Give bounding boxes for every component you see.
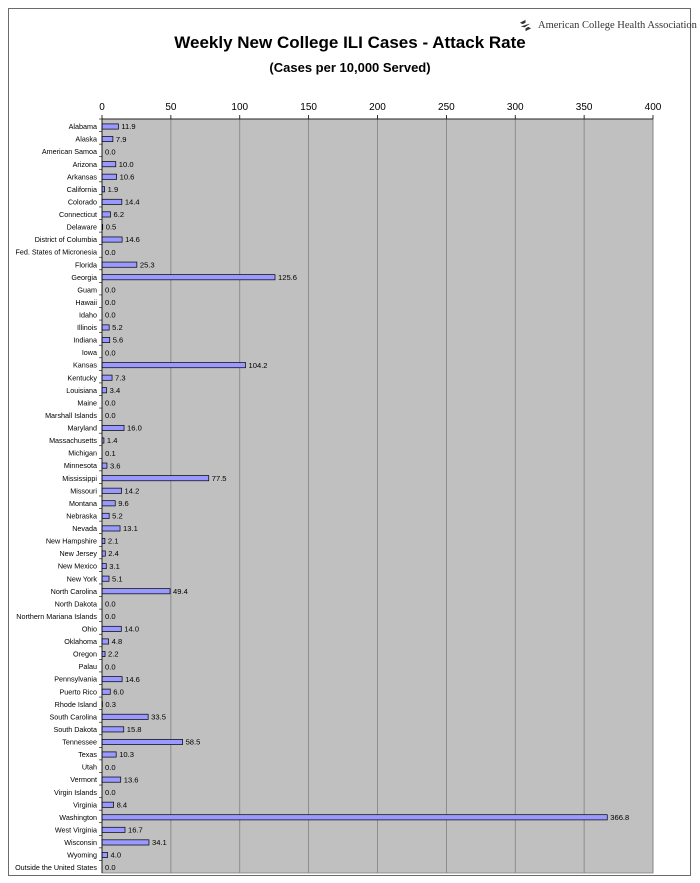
value-label: 0.0	[105, 298, 116, 308]
value-label: 14.4	[124, 197, 140, 207]
value-label: 33.5	[151, 712, 166, 722]
category-label: Missouri	[70, 486, 97, 496]
x-tick-label: 200	[369, 102, 386, 113]
category-label: Arkansas	[67, 172, 97, 182]
value-label: 104.2	[248, 360, 268, 370]
value-label: 13.6	[123, 775, 139, 785]
value-label: 10.6	[119, 172, 135, 182]
bar	[102, 174, 117, 179]
bar	[102, 275, 275, 280]
category-label: North Carolina	[50, 586, 97, 596]
category-label: Iowa	[81, 348, 97, 358]
category-label: West Virginia	[54, 825, 97, 835]
category-label: Nevada	[72, 524, 97, 534]
category-label: Alabama	[68, 122, 97, 132]
value-label: 0.1	[105, 448, 116, 458]
bar	[102, 777, 121, 782]
category-label: Massachusetts	[49, 436, 97, 446]
value-label: 34.1	[151, 838, 167, 848]
category-label: Texas	[78, 750, 97, 760]
category-label: Rhode Island	[54, 699, 97, 709]
category-label: Palau	[78, 662, 97, 672]
value-label: 125.6	[278, 272, 298, 282]
category-label: Connecticut	[59, 210, 97, 220]
category-label: District of Columbia	[34, 235, 97, 245]
bar	[102, 651, 105, 656]
category-label: Pennsylvania	[54, 674, 97, 684]
value-label: 7.9	[115, 134, 127, 144]
category-label: Virginia	[73, 800, 97, 810]
category-label: Illinois	[77, 323, 97, 333]
bar	[102, 564, 106, 569]
x-tick-label: 400	[644, 102, 662, 113]
category-label: Fed. States of Micronesia	[15, 247, 97, 257]
bar	[102, 237, 122, 242]
category-label: New Jersey	[59, 549, 97, 559]
x-tick-label: 50	[165, 102, 177, 113]
value-label: 14.2	[124, 486, 140, 496]
bar	[102, 626, 121, 631]
value-label: 11.9	[121, 122, 136, 132]
category-label: Arizona	[72, 159, 97, 169]
value-label: 58.5	[185, 737, 201, 747]
value-label: 5.2	[112, 323, 123, 333]
bar	[102, 136, 113, 141]
value-label: 14.6	[125, 235, 140, 245]
category-label: Florida	[75, 260, 97, 270]
value-label: 14.6	[125, 674, 140, 684]
value-label: 4.0	[110, 850, 122, 860]
bar	[102, 363, 246, 368]
value-label: 0.0	[105, 247, 116, 257]
value-label: 0.0	[105, 285, 116, 295]
category-label: Kansas	[73, 360, 97, 370]
category-label: Marshall Islands	[45, 410, 97, 420]
category-label: Indiana	[73, 335, 97, 345]
chart-subtitle: (Cases per 10,000 Served)	[269, 60, 431, 75]
value-label: 2.2	[108, 649, 119, 659]
value-label: 5.2	[112, 511, 123, 521]
bar	[102, 476, 209, 481]
category-label: Northern Mariana Islands	[16, 611, 97, 621]
value-label: 10.3	[119, 750, 134, 760]
value-label: 4.8	[111, 637, 123, 647]
x-tick-label: 150	[300, 102, 317, 113]
value-label: 7.3	[115, 373, 126, 383]
category-label: South Carolina	[49, 712, 97, 722]
category-label: Tennessee	[62, 737, 97, 747]
value-label: 9.6	[118, 499, 129, 508]
category-label: Alaska	[75, 134, 97, 144]
bar	[102, 463, 107, 468]
category-label: Oregon	[73, 649, 97, 659]
bar	[102, 576, 109, 581]
bar	[102, 827, 125, 832]
value-label: 5.6	[112, 335, 124, 345]
x-tick-label: 250	[438, 102, 455, 113]
value-label: 14.0	[124, 624, 140, 634]
value-label: 0.0	[105, 662, 116, 672]
value-label: 15.8	[126, 725, 142, 735]
value-label: 6.2	[113, 210, 125, 220]
value-label: 0.0	[105, 863, 116, 873]
bar	[102, 551, 105, 556]
x-tick-label: 350	[575, 102, 593, 113]
value-label: 49.4	[173, 586, 188, 596]
bar	[102, 337, 110, 342]
category-label: Colorado	[67, 197, 97, 207]
category-label: Puerto Rico	[59, 687, 97, 697]
value-label: 6.0	[113, 687, 124, 697]
bar	[102, 375, 112, 380]
value-label: 0.0	[105, 310, 116, 320]
value-label: 16.0	[127, 423, 142, 433]
value-label: 16.7	[128, 825, 143, 835]
value-label: 0.0	[105, 147, 116, 157]
category-label: New Mexico	[57, 561, 97, 571]
bar	[102, 815, 607, 820]
category-label: Ohio	[81, 624, 97, 634]
value-label: 0.0	[105, 599, 116, 609]
value-label: 0.0	[105, 612, 116, 622]
value-label: 0.3	[105, 699, 116, 709]
value-label: 10.0	[118, 159, 134, 169]
bar	[102, 589, 170, 594]
bar	[102, 325, 109, 330]
category-label: Vermont	[70, 775, 97, 785]
bar	[102, 124, 118, 129]
value-label: 2.1	[107, 536, 119, 546]
x-tick-label: 0	[99, 102, 105, 113]
bar	[102, 501, 115, 506]
category-label: Hawaii	[75, 297, 97, 307]
bar	[102, 513, 109, 518]
bar	[102, 752, 116, 757]
x-tick-label: 100	[231, 102, 249, 113]
category-label: Delaware	[66, 222, 97, 232]
category-label: Georgia	[71, 272, 97, 282]
value-label: 13.1	[123, 524, 138, 534]
category-label: North Dakota	[54, 599, 97, 609]
category-label: Guam	[77, 285, 97, 295]
bar	[102, 526, 120, 531]
category-label: New Hampshire	[45, 536, 97, 546]
category-label: Minnesota	[63, 461, 97, 471]
category-label: Wyoming	[67, 850, 97, 860]
x-tick-label: 300	[506, 102, 524, 113]
value-label: 3.1	[109, 561, 120, 571]
bar	[102, 262, 137, 267]
category-label: California	[66, 184, 97, 194]
bar	[102, 425, 124, 430]
category-label: Oklahoma	[64, 637, 97, 647]
value-label: 0.0	[105, 348, 116, 358]
bar	[102, 852, 108, 857]
category-label: Maine	[77, 398, 97, 408]
bar	[102, 212, 111, 217]
logo-text: American College Health Association	[538, 19, 697, 31]
bar	[102, 639, 109, 644]
category-label: Wisconsin	[64, 838, 97, 848]
category-label: Nebraska	[66, 511, 97, 521]
value-label: 3.4	[109, 385, 121, 395]
value-label: 25.3	[139, 260, 155, 270]
value-label: 1.4	[106, 436, 118, 446]
category-label: Outside the United States	[15, 863, 97, 873]
bar	[102, 388, 107, 393]
value-label: 0.5	[105, 222, 117, 232]
value-label: 0.0	[105, 411, 116, 421]
value-label: 3.6	[109, 461, 121, 471]
value-label: 0.0	[105, 762, 116, 772]
bar	[102, 538, 105, 543]
bar	[102, 739, 183, 744]
bar	[102, 689, 110, 694]
value-label: 1.9	[107, 185, 119, 194]
category-label: South Dakota	[53, 724, 97, 734]
category-label: Washington	[59, 812, 97, 822]
bar	[102, 677, 122, 682]
category-label: Kentucky	[67, 373, 97, 383]
value-label: 366.8	[610, 813, 630, 822]
category-label: Montana	[69, 498, 97, 508]
category-label: American Samoa	[41, 147, 97, 157]
value-label: 0.0	[105, 787, 116, 797]
value-label: 0.0	[105, 398, 116, 408]
category-label: New York	[66, 574, 97, 584]
bar	[102, 488, 122, 493]
value-label: 2.4	[108, 549, 119, 559]
category-label: Mississippi	[62, 473, 97, 483]
category-label: Maryland	[67, 423, 97, 433]
category-label: Louisiana	[66, 385, 97, 395]
chart-title: Weekly New College ILI Cases - Attack Rate	[174, 33, 526, 52]
category-label: Virgin Islands	[53, 787, 97, 797]
category-label: Michigan	[68, 448, 97, 458]
bar	[102, 802, 114, 807]
value-label: 8.4	[116, 800, 128, 810]
bar	[102, 727, 124, 732]
value-label: 77.5	[211, 473, 227, 483]
bar	[102, 199, 122, 204]
bar	[102, 714, 148, 719]
category-label: Utah	[81, 762, 97, 772]
category-label: Idaho	[79, 310, 97, 320]
bar	[102, 840, 149, 845]
value-label: 5.1	[112, 574, 123, 584]
bar	[102, 162, 116, 167]
